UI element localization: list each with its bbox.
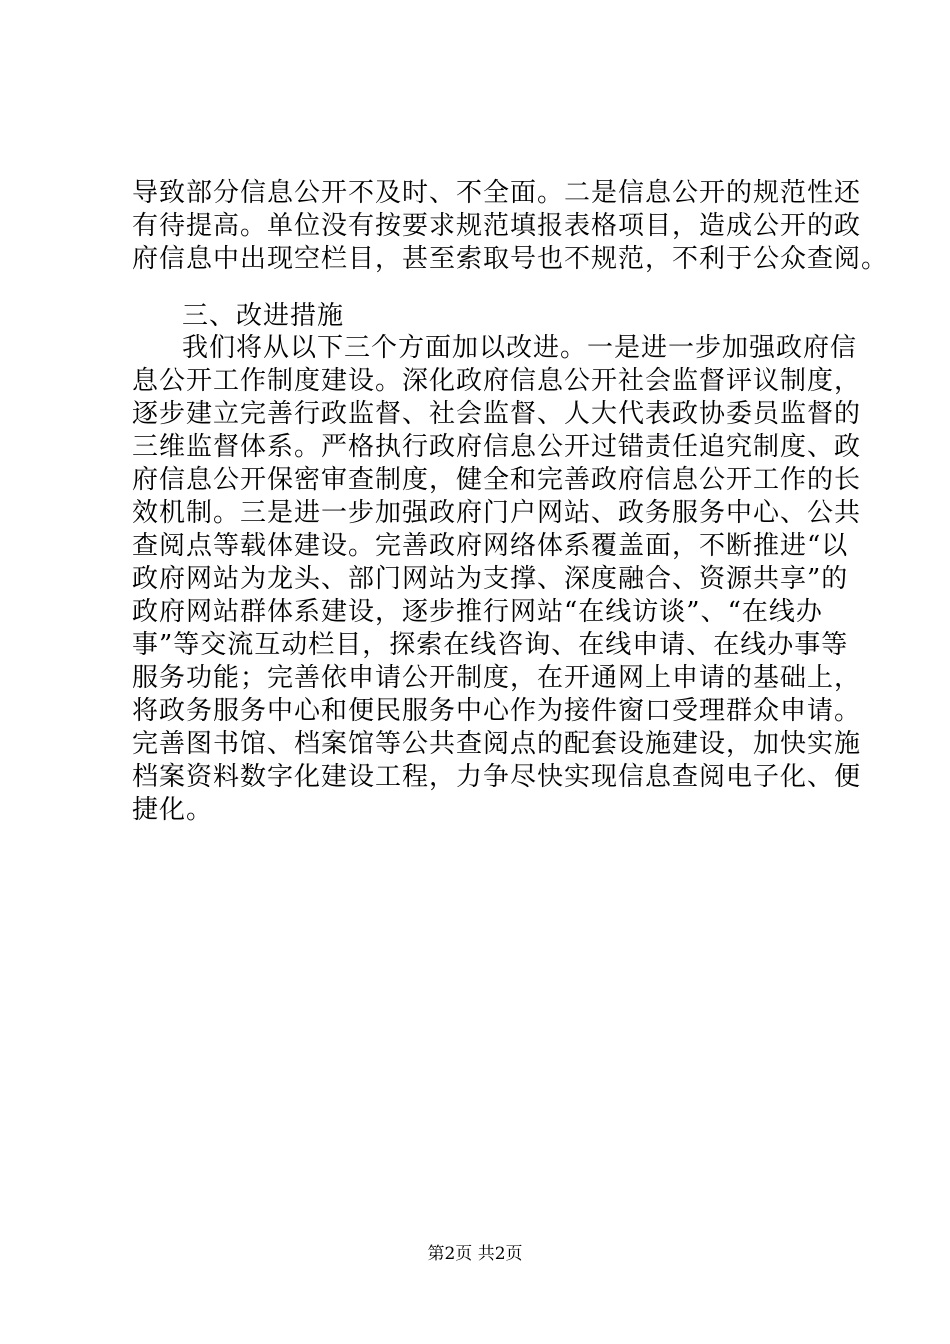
page-number-footer: 第2页 共2页 (427, 1244, 523, 1264)
text-line: 服务功能；完善依申请公开制度，在开通网上申请的基础上， (132, 663, 862, 693)
text-line: 效机制。三是进一步加强政府门户网站、政务服务中心、公共 (132, 498, 862, 528)
text-line: 府信息中出现空栏目，甚至索取号也不规范，不利于公众查阅。 (132, 244, 889, 274)
text-line: 政府网站群体系建设，逐步推行网站“在线访谈”、“在线办 (132, 597, 823, 627)
text-line: 事”等交流互动栏目，探索在线咨询、在线申请、在线办事等 (132, 630, 849, 660)
text-line: 府信息公开保密审查制度，健全和完善政府信息公开工作的长 (132, 465, 862, 495)
text-line: 息公开工作制度建设。深化政府信息公开社会监督评议制度， (132, 366, 862, 396)
text-line: 逐步建立完善行政监督、社会监督、人大代表政协委员监督的 (132, 399, 862, 429)
text-line: 政府网站为龙头、部门网站为支撑、深度融合、资源共享”的 (132, 564, 849, 594)
text-line: 将政务服务中心和便民服务中心作为接件窗口受理群众申请。 (132, 696, 862, 726)
section-heading: 三、改进措施 (182, 301, 345, 331)
text-line: 查阅点等载体建设。完善政府网络体系覆盖面，不断推进“以 (132, 531, 849, 561)
text-line: 导致部分信息公开不及时、不全面。二是信息公开的规范性还 (132, 178, 862, 208)
text-line: 我们将从以下三个方面加以改进。一是进一步加强政府信 (182, 333, 858, 363)
text-line: 捷化。 (132, 795, 214, 825)
text-line: 档案资料数字化建设工程，力争尽快实现信息查阅电子化、便 (132, 762, 862, 792)
text-line: 完善图书馆、档案馆等公共查阅点的配套设施建设，加快实施 (132, 729, 862, 759)
text-line: 三维监督体系。严格执行政府信息公开过错责任追究制度、政 (132, 432, 862, 462)
text-line: 有待提高。单位没有按要求规范填报表格项目，造成公开的政 (132, 211, 862, 241)
